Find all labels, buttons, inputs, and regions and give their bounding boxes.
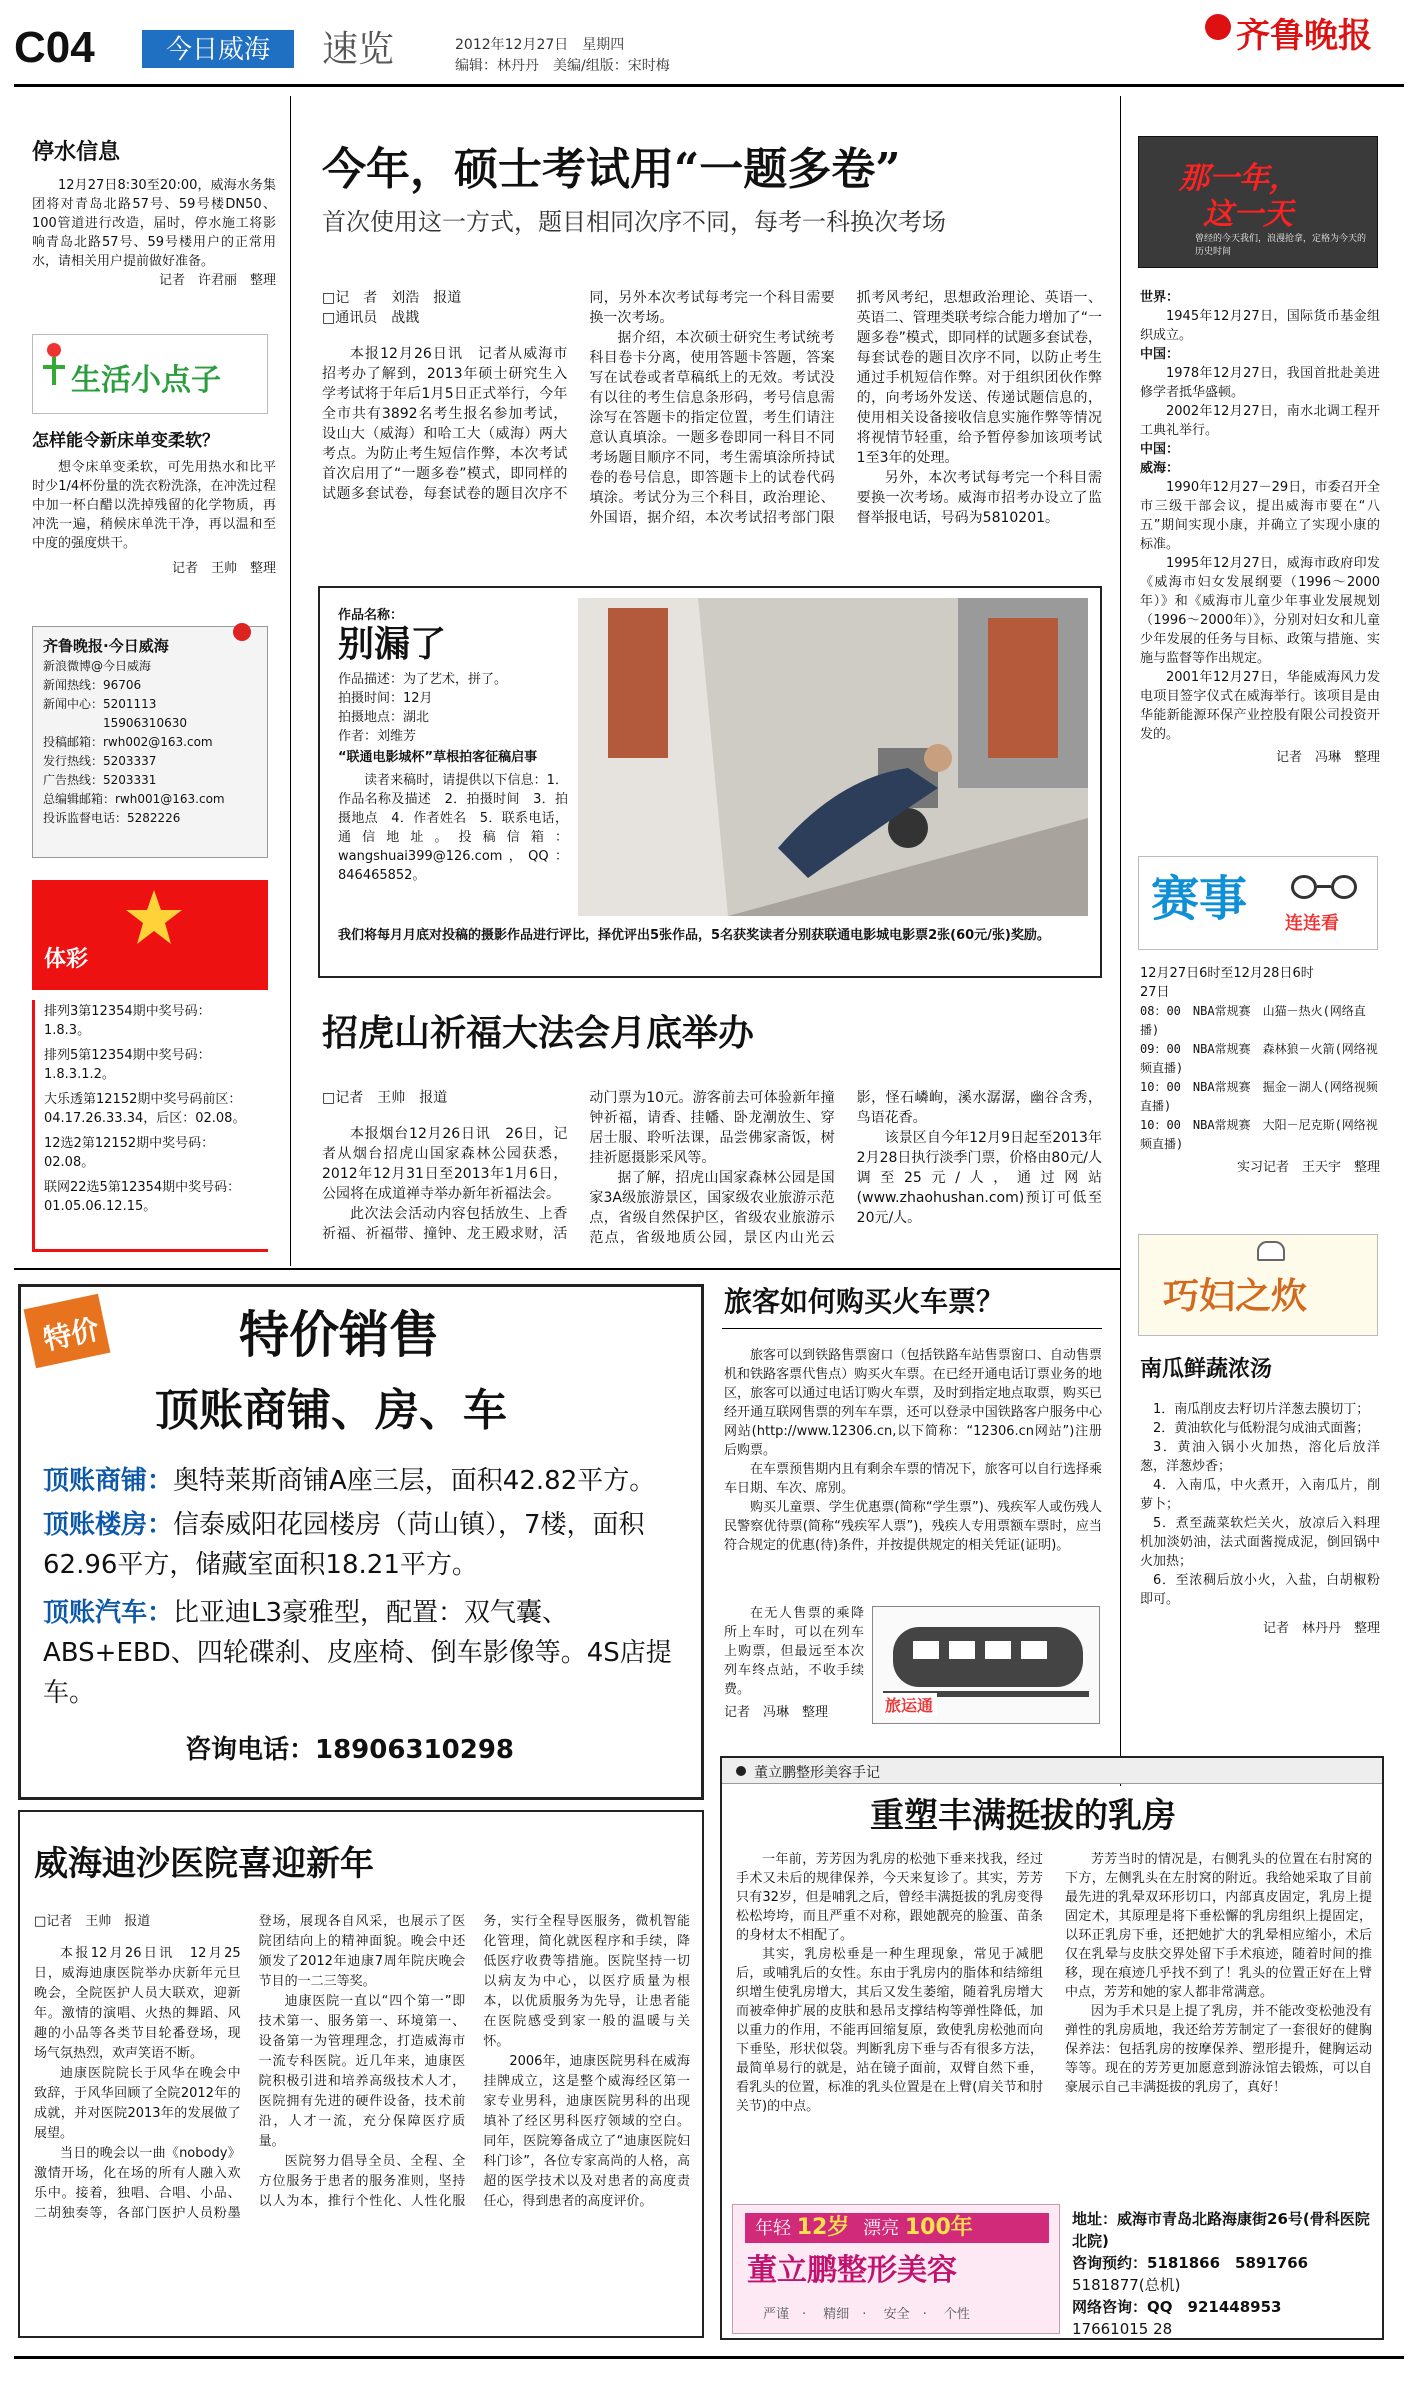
photo-box xyxy=(318,586,1102,978)
photo-image xyxy=(578,598,1088,916)
sale-row-text: 比亚迪L3豪雅型，配置：双气囊、ABS+EBD、四轮碟刹、皮座椅、倒车影像等。4S店提车。 xyxy=(43,1598,672,1708)
contact-line: 广告热线：5203331 xyxy=(43,773,157,787)
photo-promo-title: “联通电影城杯”草根拍客征稿启事 xyxy=(338,750,538,765)
hospital-paragraph: 当日的晚会以一曲《nobody》激情开场，化在场的所有人融入欢乐中。接着，独唱、合唱、小品、二胡独奏等，各部门医护人员粉墨登场，展现各自风采，也展示了医院团结向上的精神面貌。晚会中还颁发了2012年迪康7周年院庆晚会节目的一二三等奖。 xyxy=(34,1914,466,2221)
slogan-mid: 12岁 xyxy=(796,2215,850,2240)
photo-heading-small: 作品名称： xyxy=(338,608,404,623)
sports-item: 08：00 NBA常规赛 山猫－热火(网络直播) xyxy=(1140,1004,1366,1037)
subsection-name: 速览 xyxy=(322,29,395,70)
history-item: 1995年12月27日，威海市政府印发《威海市妇女发展纲要（1996～2000年）》和《威海市儿童少年事业发展规划（1996～2000年）》，分别对妇女和儿童少年发展的任务与目标、政策与措施、实施与监督等作出规定。 xyxy=(1140,556,1380,666)
tickets-last xyxy=(724,1604,864,1722)
photo-meta-line: 作者：刘维芳 xyxy=(338,729,417,744)
pushpin-icon xyxy=(233,623,251,641)
photo-footer: 我们将每月月底对投稿的摄影作品进行评比，择优评出5张作品，5名获奖读者分别获联通电影城电影票2张(60元/张)奖励。 xyxy=(338,928,1050,943)
tickets-rule xyxy=(722,1328,1102,1329)
temple-byline: □记者 王帅 报道 xyxy=(322,1090,448,1106)
tickets-paragraph: 在无人售票的乘降所上车时，可以在列车上购票，但最远至本次列车终点站，不收手续费。 xyxy=(724,1606,864,1697)
cosmetic-headline: 重塑丰满挺拔的乳房 xyxy=(870,1796,1176,1836)
recipe-step: 4．入南瓜，中火煮开，入南瓜片，削萝卜； xyxy=(1140,1478,1380,1512)
section-rule xyxy=(14,1268,1120,1270)
cosmetic-ad-slogan xyxy=(745,2213,1049,2243)
contact-line: 15906310630 xyxy=(103,716,187,730)
hospital-paragraph: 医院努力倡导全员、全程、全方位服务于患者的服务准则，坚持以人为本，推行个性化、人性化服务，实行全程导医服务，微机智能化管理，简化就医程序和手续，降低医疗收费等措施。医院坚持一切以病友为中心，以医疗质量为根本，以优质服务为先导，让患者能在医院感受到家一般的温暖与关怀。 xyxy=(258,1914,690,2209)
cosmetic-ad-name: 董立鹏整形美容 xyxy=(747,2253,957,2288)
editor-line: 编辑：林丹丹 美编/组版：宋时梅 xyxy=(455,58,670,74)
hospital-story xyxy=(18,1810,704,2338)
glasses-icon xyxy=(1291,875,1361,899)
cosmetic-ad-tags: 严谨 · 精细 · 安全 · 个性 xyxy=(763,2307,970,2322)
hospital-byline: □记者 王帅 报道 xyxy=(34,1914,151,1929)
temple-paragraph: 此次法会活动内容包括放生、上香祈福、祈福带、撞钟、龙王殿求财，活动门票为10元。游客前去可体验新年撞钟祈福，请香、挂幡、卧龙潮放生、穿居士服、聆听法课，品尝佛家斋饭，树挂祈愿摄影采风等。 xyxy=(322,1090,835,1242)
lottery-banner xyxy=(32,880,268,990)
ad-tag: 精细 xyxy=(823,2307,850,2322)
sale-row-text: 奥特莱斯商铺A座三层，面积42.82平方。 xyxy=(173,1466,656,1496)
masthead-rule xyxy=(14,84,1404,87)
temple-paragraph: 本报烟台12月26日讯 26日，记者从烟台招虎山国家森林公园获悉，2012年12月31日至2013年1月6日，公园将在成道禅寺举办新年祈福法会。 xyxy=(322,1126,568,1202)
lottery-item: 排列5第12354期中奖号码：1.8.3.1.2。 xyxy=(44,1048,211,1082)
history-item: 2001年12月27日，华能威海风力发电项目签字仪式在威海举行。该项目是由华能新能源环保产业控股有限公司投资开发的。 xyxy=(1140,670,1380,742)
history-byline: 记者 冯琳 整理 xyxy=(1275,750,1380,765)
history-item: 2002年12月27日，南水北调工程开工典礼举行。 xyxy=(1140,404,1380,438)
cosmetic-label-icon xyxy=(736,1766,746,1776)
history-label: 中国： xyxy=(1140,347,1180,362)
water-title: 停水信息 xyxy=(32,140,121,165)
brand-name: 齐鲁晚报 xyxy=(1236,16,1372,56)
sports-item: 10：00 NBA常规赛 掘金－湖人(网络视频直播) xyxy=(1140,1080,1378,1113)
cosmetic-body xyxy=(736,1850,1372,2190)
photo-meta-line: 作品描述：为了艺术，拼了。 xyxy=(338,672,508,687)
recipe-step: 2．黄油软化与低粉混匀成油式面酱； xyxy=(1153,1421,1370,1436)
history-banner-note: 曾经的今天我们，浪漫抢拿，定格为今天的历史时间 xyxy=(1195,234,1367,257)
photo-meta-line: 拍摄时间：12月 xyxy=(338,691,433,706)
lead-paragraph: 本报12月26日讯 记者从威海市招考办了解到，2013年硕士研究生入学考试将于年后1月5日正式举行，今年全市共有3892名考生报名参加考试，设山大（威海）和哈工大（威海）两大考点。为防止考生短信作弊，本次考试首次启用了“一题多卷”模式，即同样的试题多套试卷，每套试卷的题目次序不同，另外本次考试每考完一个科目需要换一次考场。 xyxy=(322,290,835,502)
ad-tag: 个性 xyxy=(943,2307,970,2322)
sale-title: 特价销售 xyxy=(239,1305,439,1364)
lead-body xyxy=(322,288,1102,558)
recipe-step: 1．南瓜削皮去籽切片洋葱去膜切丁； xyxy=(1153,1402,1370,1417)
recipe-title: 南瓜鲜蔬浓汤 xyxy=(1140,1357,1273,1382)
hospital-paragraph: 迪康医院院长于风华在晚会中致辞，于风华回顾了全院2012年的成就，并对医院2013年的发展做了展望。 xyxy=(34,2066,241,2141)
photo-title: 别漏了 xyxy=(338,623,447,665)
sale-ad xyxy=(18,1284,704,1800)
contact-title: 齐鲁晚报·今日威海 xyxy=(43,637,169,655)
ad-tag: 安全 xyxy=(883,2307,910,2322)
tips-body: 想令床单变柔软，可先用热水和比平时少1/4杯份量的洗衣粉洗涤，在冲洗过程中加一杯白醋以洗掉残留的化学物质，再冲洗一遍，稍候床单洗干净，再以温和至中度的强度烘干。 xyxy=(32,460,276,551)
cosmetic-paragraph: 芳芳当时的情况是，右侧乳头的位置在右肘窝的下方，左侧乳头在左肘窝的附近。我给她采取了目前最先进的乳晕双环形切口，内部真皮固定，乳房上提固定术，其原理是将下垂松懈的乳房组织上提固定，以环正乳房下垂，还把她扩大的乳晕相应缩小，术后仅在乳晕与皮肤交界处留下手术痕迹，随着时间的推移，现在痕迹几乎找不到了！乳头的位置正好在上臂中点，芳芳和她的家人都非常满意。 xyxy=(1065,1852,1372,2000)
lead-story xyxy=(322,142,1102,240)
lead-paragraph: 另外，本次考试每考完一个科目需要换一次考场。威海市招考办设立了监督举报电话，号码为5810201。 xyxy=(856,470,1102,526)
sale-row-label: 顶账汽车： xyxy=(43,1598,174,1628)
photo-promo-body: 读者来稿时，请提供以下信息：1．作品名称及描述 2．拍摄时间 3．拍摄地点 4．作者姓名 5．联系电话，通信地址。投稿信箱：wangshuai399@126.com，QQ：846465852。 xyxy=(338,773,568,883)
tickets-body xyxy=(724,1346,1102,1555)
lead-subhead: 首次使用这一方式，题目相同次序不同，每考一科换次考场 xyxy=(322,208,946,236)
history-body xyxy=(1140,288,1380,767)
history-banner xyxy=(1138,136,1378,268)
chef-icon xyxy=(1257,1241,1285,1261)
cosmetic-contact xyxy=(1072,2208,1376,2340)
page-code: C04 xyxy=(14,23,95,72)
contact-line: 总编辑邮箱：rwh001@163.com xyxy=(43,792,225,806)
history-label: 世界： xyxy=(1140,290,1180,305)
history-banner-main: 那一年， xyxy=(1179,161,1299,196)
hospital-paragraph: 迪康医院一直以“四个第一”即技术第一、服务第一、环境第一、设备第一为管理理念，打造威海市一流专科医院。近几年来，迪康医院积极引进和培养高级技术人才，医院拥有先进的硬件设备，技术前沿，人才一流，充分保障医疗质量。 xyxy=(258,1994,466,2149)
tickets-paragraph: 旅客可以到铁路售票窗口（包括铁路车站售票窗口、自动售票机和铁路客票代售点）购买火车票。在已经开通电话订票业务的地区，旅客可以通过电话订购火车票，及时到指定地点取票，购买已经开通互联网售票的列车车票，还可以登录中国铁路客户服务中心网站(http://www.12306.cn,以下简称：“12306.cn网站”)注册后购票。 xyxy=(724,1348,1102,1458)
sale-row xyxy=(43,1505,683,1585)
sports-day: 27日 xyxy=(1140,985,1170,1000)
photo-meta xyxy=(338,670,568,885)
train-logo-text: 旅运通 xyxy=(881,1693,937,1716)
tips-banner-text: 生活小点子 xyxy=(71,363,221,398)
recipe-steps xyxy=(1140,1400,1380,1609)
contact-line: 新闻热线：96706 xyxy=(43,678,142,692)
tickets-paragraph: 在车票预售期内且有剩余车票的情况下，旅客可以自行选择乘车日期、车次、席别。 xyxy=(724,1462,1102,1496)
cosmetic-qq: 网络咨询：QQ 921448953 xyxy=(1072,2298,1282,2316)
sports-schedule xyxy=(1140,964,1380,1177)
temple-body xyxy=(322,1088,1102,1258)
contact-line: 新闻中心：5201113 xyxy=(43,697,157,711)
lottery-banner-text: 体彩 xyxy=(44,947,89,972)
cosmetic-mobile: 17661015 28 xyxy=(1072,2320,1173,2338)
recipe-step: 5．煮至蔬菜软烂关火，放凉后入料理机加淡奶油，法式面酱搅成泥，倒回锅中火加热； xyxy=(1140,1516,1380,1569)
sports-banner-sub: 连连看 xyxy=(1285,913,1339,934)
water-notice xyxy=(32,138,276,290)
cosmetic-address: 地址：威海市青岛北路海康街26号(骨科医院北院) xyxy=(1072,2210,1370,2250)
sports-period: 12月27日6时至12月28日6时 xyxy=(1140,966,1314,981)
cosmetic-paragraph: 因为手术只是上提了乳房，并不能改变松弛没有弹性的乳房质地，我还给芳芳制定了一套很好的健胸保养法：包括乳房的按摩保养、塑形提升，健胸运动等等。现在的芳芳更加愿意到游泳馆去锻炼，可以自豪展示自己丰满挺拔的乳房了，真好！ xyxy=(1065,2004,1372,2095)
history-label: 威海： xyxy=(1140,461,1180,476)
history-item: 1945年12月27日，国际货币基金组织成立。 xyxy=(1140,309,1380,343)
sale-subtitle: 顶账商铺、房、车 xyxy=(155,1385,507,1436)
sports-banner xyxy=(1138,856,1378,950)
water-body: 12月27日8:30至20:00，威海水务集团将对青岛北路57号、59号楼DN50、100管道进行改造，届时，停水施工将影响青岛北路57号、59号楼用户的正常用水，请相关用户提前做好准备。 xyxy=(32,178,276,269)
date-line: 2012年12月27日 星期四 xyxy=(455,37,625,53)
cosmetic-paragraph: 其实，乳房松垂是一种生理现象，常见于减肥后，或哺乳后的女性。东由于乳房内的脂体和结缔组织增生使乳房增大，其后又发生萎缩，随着乳房增大而被牵伸扩展的皮肤和悬吊支撑结构等弹性降低，加以重力的作用，不能再回缩复原，致使乳房松弛而向下垂坠，形状似袋。判断乳房下垂与否有很多方法，最简单易行的就是，站在镜子面前，双臂自然下垂，看乳头的位置，标准的乳头位置是在上臂(肩关节和肘关节)的中点。 xyxy=(736,1947,1043,2114)
tips xyxy=(32,428,276,578)
contact-line: 发行热线：5203337 xyxy=(43,754,157,768)
lead-byline: □记 者 刘浩 报道 xyxy=(322,290,462,306)
temple-paragraph: 该景区自今年12月9日起至2013年2月28日执行淡季门票，价格由80元/人调至25元/人，通过网站(www.zhaohushan.com)预订可低至20元/人。 xyxy=(856,1130,1102,1226)
recipe-banner-text: 巧妇之炊 xyxy=(1163,1276,1308,1317)
lead-headline: 今年，硕士考试用“一题多卷” xyxy=(322,144,901,195)
sale-row xyxy=(43,1461,683,1501)
sports-item: 09：00 NBA常规赛 森林狼－火箭(网络视频直播) xyxy=(1140,1042,1378,1075)
contact-line: 新浪微博@今日威海 xyxy=(43,659,152,673)
sale-row xyxy=(43,1593,683,1713)
sale-phone: 咨询电话：18906310298 xyxy=(185,1735,514,1765)
hospital-headline: 威海迪沙医院喜迎新年 xyxy=(34,1844,374,1884)
lottery-bracket xyxy=(32,1000,268,1252)
lottery-item: 排列3第12354期中奖号码：1.8.3。 xyxy=(44,1004,211,1038)
history-label: 中国： xyxy=(1140,442,1180,457)
masthead xyxy=(0,0,1417,88)
cosmetic-phone: 咨询预约：5181866 5891766 xyxy=(1072,2254,1309,2272)
temple-paragraph: 据了解，招虎山国家森林公园是国家3A级旅游景区，国家级农业旅游示范点，省级自然保护区，省级农业旅游示范点，省级地质公园，景区内山光云影，怪石嶙峋，溪水潺潺，幽谷含秀，鸟语花香。 xyxy=(589,1090,1102,1246)
tips-figure-icon xyxy=(43,343,65,399)
sports-banner-text: 赛事 xyxy=(1151,871,1248,927)
slogan-pre: 年轻 xyxy=(755,2218,791,2239)
cosmetic-phone: 5181877(总机) xyxy=(1072,2276,1181,2294)
sale-tag-text: 特价 xyxy=(40,1312,103,1357)
recipe xyxy=(1140,1354,1380,1638)
lead-paragraph: 据介绍，本次硕士研究生考试统考科目卷卡分离，使用答题卡答题，答案写在试卷或者草稿纸上的无效。考试没有以往的考生信息条形码，考号信息需涂写在答题卡的指定位置，考生们请注意认真填涂。一题多卷即同一科目不同考场题目顺序不同，考生需填涂所持试卷的卷号信息，即答题卡上的试卷代码填涂。考试分为三个科目，政治理论、外国语，据介绍，本次考试招考部门限抓考风考纪，思想政治理论、英语一、英语二、管理类联考综合能力增加了“一题多卷”模式，即同样的试题多套试卷，每套试卷的题目次序不同，以防止考生通过手机短信作弊。对于组织团伙作弊的，向考场外发送、传递试题信息的，使用相关设备接收信息实施作弊等情况将视情节轻重，给予暂停参加该项考试1至3年的处理。 xyxy=(589,290,1102,526)
tickets-paragraph: 购买儿童票、学生优惠票(简称“学生票”)、残疾军人或伤残人民警察优待票(简称“残疾军人票”)，残疾人专用票额车票时，应当符合规定的优惠(待)条件，并按提供规定的相关凭证(证明)。 xyxy=(724,1500,1102,1553)
history-banner-sub: 这一天 xyxy=(1203,197,1293,232)
cosmetic-paragraph: 一年前，芳芳因为乳房的松弛下垂来找我，经过手术又未后的规律保养，今天来复诊了。其实，芳芳只有32岁，但是哺乳之后，曾经丰满挺拔的乳房变得松松垮垮，而且严重不对称，跟她靓亮的脸蛋、苗条的身材太不相配了。 xyxy=(736,1852,1043,1943)
hospital-body xyxy=(34,1912,690,2326)
contact-box xyxy=(32,626,268,858)
recipe-step: 6．至浓稠后放小火，入盐，白胡椒粉即可。 xyxy=(1140,1573,1380,1607)
cosmetic-story xyxy=(720,1756,1384,2340)
hospital-paragraph: 本报12月26日讯 12月25日，威海迪康医院举办庆新年元旦晚会，全院医护人员大联欢，迎新年。激情的演唱、火热的舞蹈、风趣的小品等各类节目轮番登场，现场气氛热烈，欢声笑语不断。 xyxy=(34,1946,241,2061)
sports-item: 10：00 NBA常规赛 大阳－尼克斯(网络视频直播) xyxy=(1140,1118,1378,1151)
history-item: 1978年12月27日，我国首批赴美进修学者抵华盛顿。 xyxy=(1140,366,1380,400)
slogan-post: 漂亮 xyxy=(863,2218,900,2239)
recipe-step: 3．黄油入锅小火加热，溶化后放洋葱，洋葱炒香； xyxy=(1140,1440,1380,1474)
tickets-headline: 旅客如何购买火车票？ xyxy=(724,1285,1005,1318)
cosmetic-label: 董立鹏整形美容手记 xyxy=(754,1765,880,1781)
cosmetic-ad xyxy=(732,2204,1060,2334)
contact-line: 投稿邮箱：rwh002@163.com xyxy=(43,735,213,749)
sale-row-label: 顶账商铺： xyxy=(43,1466,174,1496)
lottery-item: 12选2第12152期中奖号码：02.08。 xyxy=(44,1136,215,1170)
tips-byline: 记者 王帅 整理 xyxy=(171,561,276,576)
sale-row-text: 信泰威阳花园楼房（苘山镇），7楼，面积62.96平方，储藏室面积18.21平方。 xyxy=(43,1510,645,1580)
hospital-paragraph: 2006年，迪康医院男科在威海挂牌成立，这是整个威海经区第一家专业男科，迪康医院男科的出现填补了经区男科医疗领域的空白。同年，医院筹备成立了“迪康医院妇科门诊”，各位专家高尚的人格，高超的医学技术以及对患者的高度责任心，得到患者的高度评价。 xyxy=(483,2054,690,2209)
sports-byline: 实习记者 王天宇 整理 xyxy=(1236,1160,1380,1175)
lottery-item: 联网22选5第12354期中奖号码：01.05.06.12.15。 xyxy=(44,1180,241,1214)
train-logo xyxy=(872,1606,1100,1724)
history-item: 1990年12月27－29日，市委召开全市三级干部会议，提出威海市要在“八五”期间实现小康，并确立了实现小康的标准。 xyxy=(1140,480,1380,552)
water-byline: 记者 许君丽 整理 xyxy=(158,273,276,288)
tips-banner xyxy=(32,334,268,414)
ad-tag: 严谨 xyxy=(763,2307,790,2322)
column-rule xyxy=(1120,96,1121,1786)
footer-rule xyxy=(14,2356,1404,2359)
lottery-item: 大乐透第12152期中奖号码前区：04.17.26.33.34，后区：02.08。 xyxy=(44,1092,246,1126)
sale-row-label: 顶账楼房： xyxy=(43,1510,174,1540)
slogan-num: 100年 xyxy=(904,2215,973,2240)
recipe-byline: 记者 林丹丹 整理 xyxy=(1262,1621,1380,1636)
section-name: 今日威海 xyxy=(166,35,271,65)
temple-headline: 招虎山祈福大法会月底举办 xyxy=(322,1012,755,1054)
recipe-banner xyxy=(1138,1234,1378,1336)
brand-logo xyxy=(1205,14,1231,40)
tickets-byline: 记者 冯琳 整理 xyxy=(724,1705,829,1720)
lottery-star-icon xyxy=(124,888,184,948)
photo-meta-line: 拍摄地点：湖北 xyxy=(338,710,430,725)
contact-line: 投诉监督电话：5282226 xyxy=(43,811,181,825)
tips-title: 怎样能令新床单变柔软？ xyxy=(32,431,219,451)
lead-byline: □通讯员 战戡 xyxy=(322,310,420,326)
column-rule xyxy=(290,96,291,1266)
